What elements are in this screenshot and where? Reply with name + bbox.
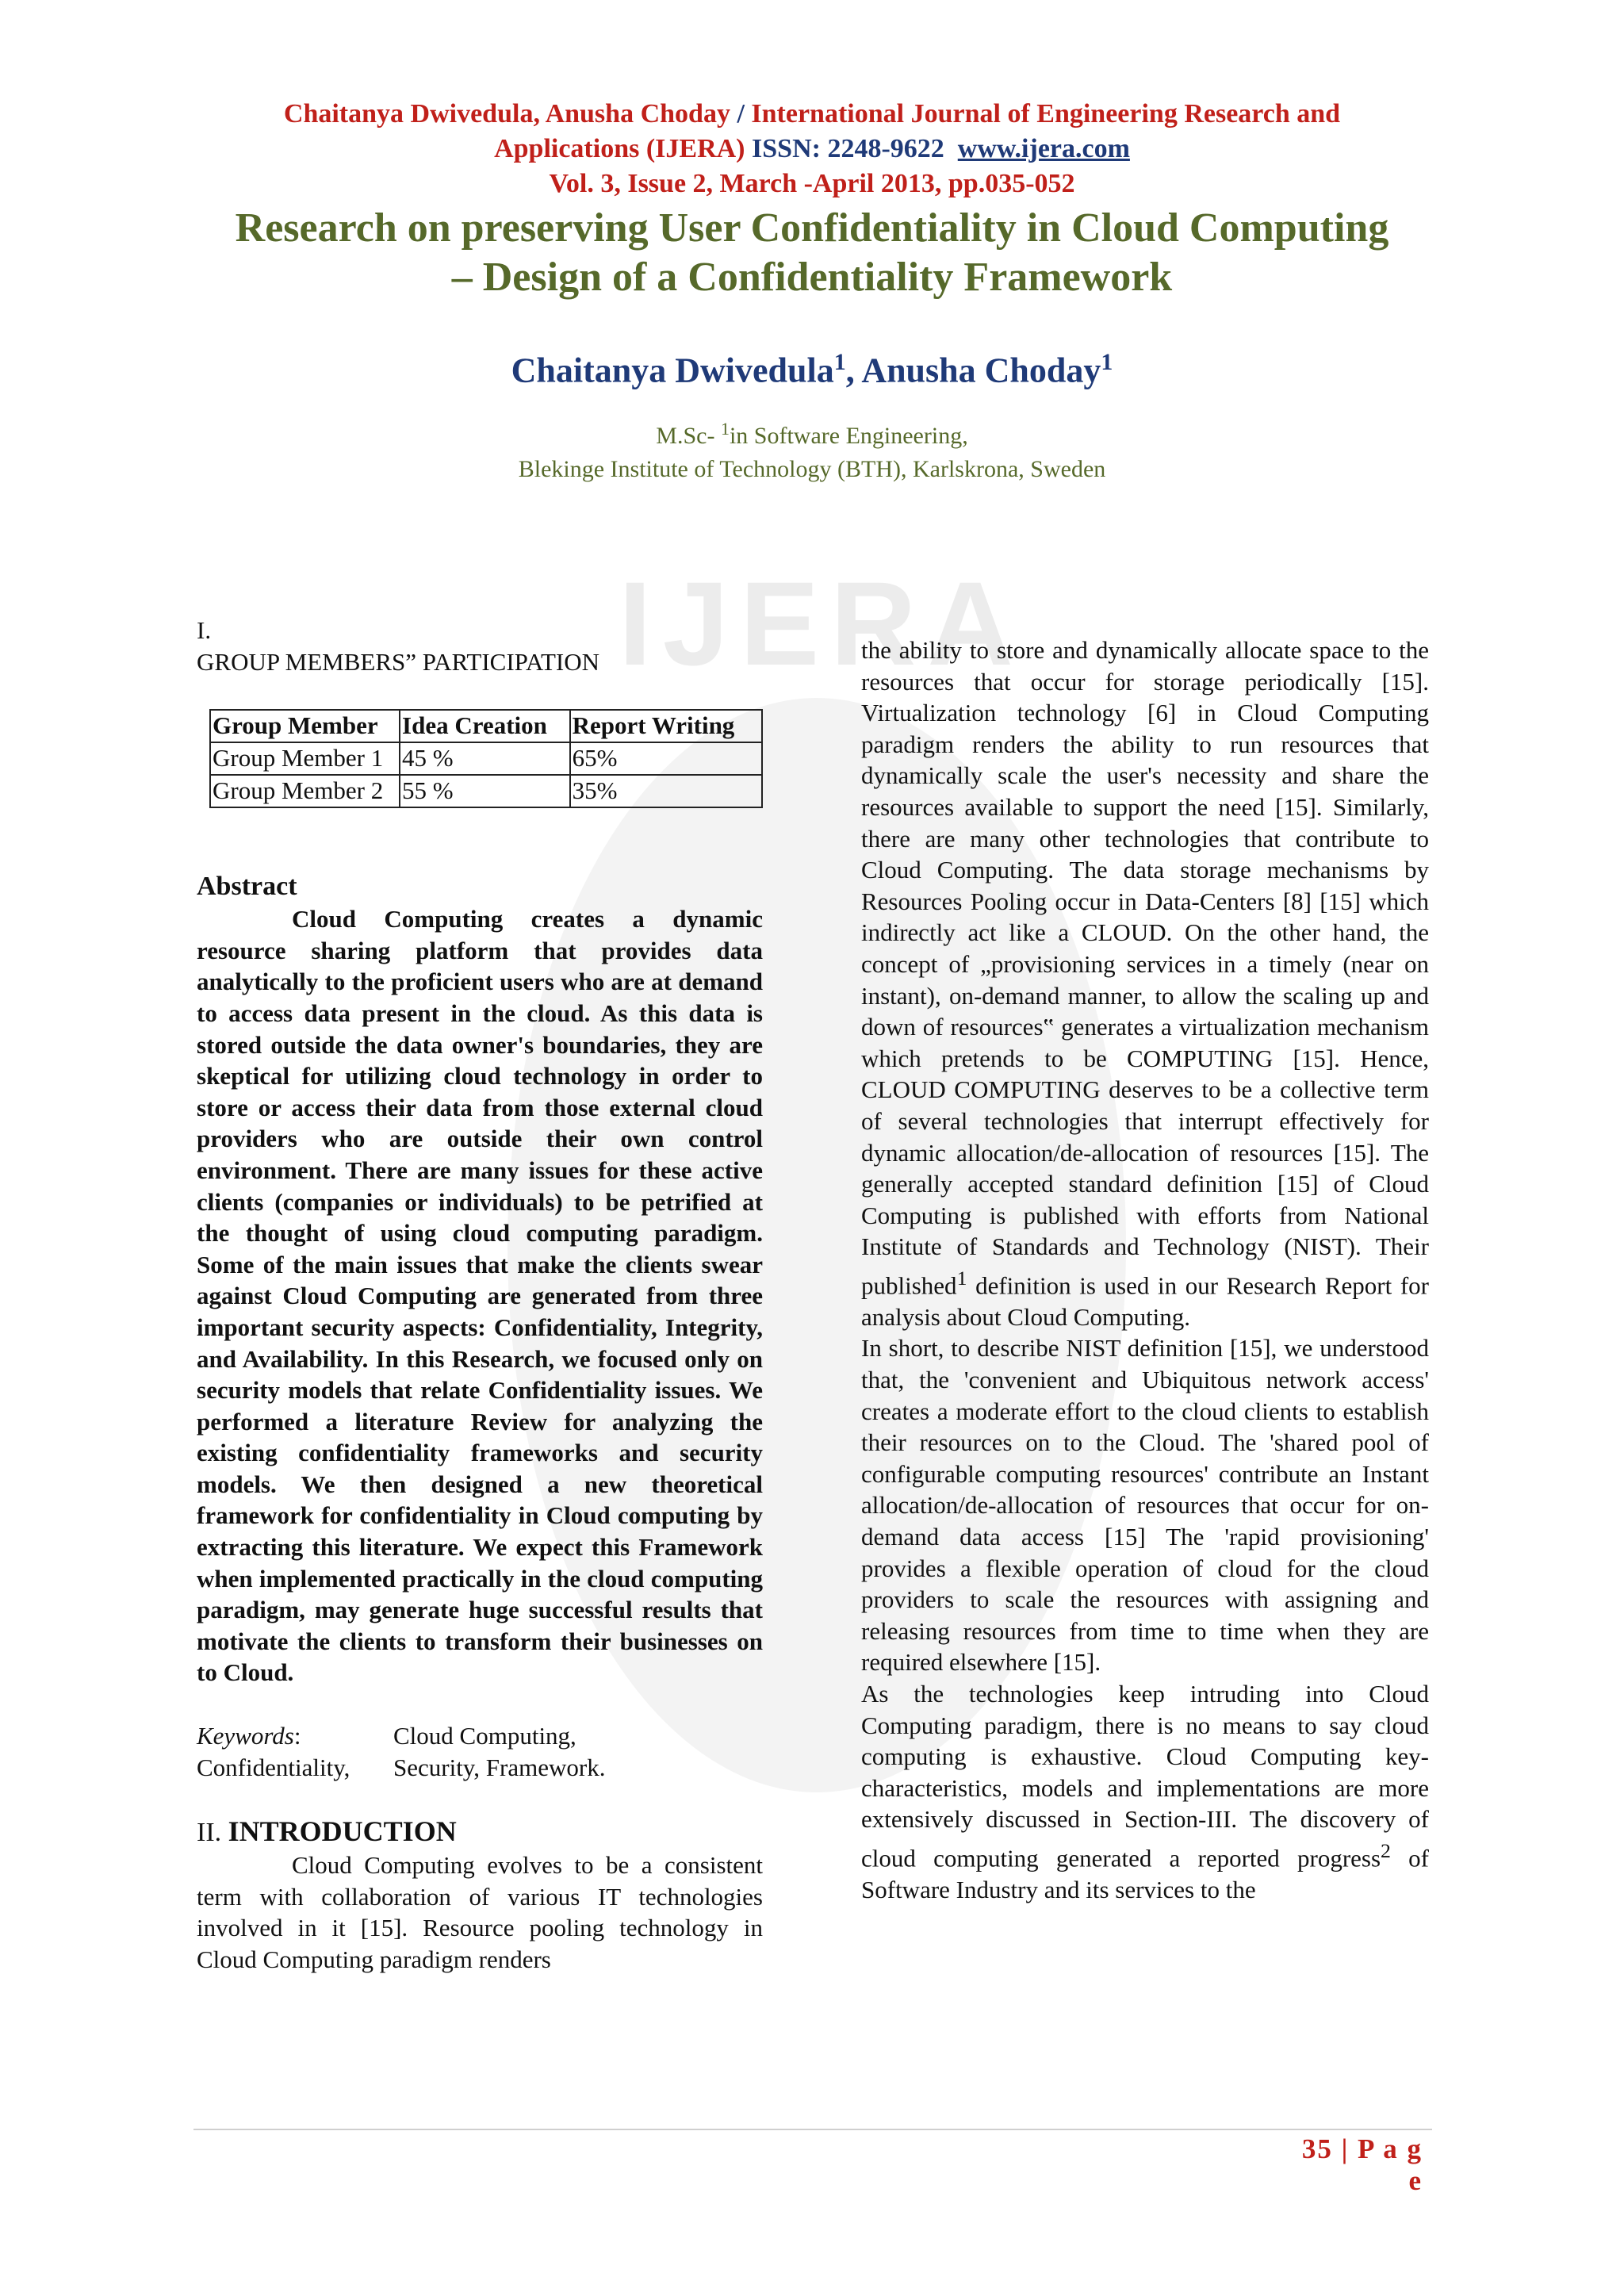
section-1-number: I.	[197, 616, 212, 644]
affiliation-mark: 1	[720, 419, 730, 439]
keywords-table	[197, 1720, 605, 1783]
running-header-line1	[0, 97, 1624, 132]
keywords-value: Security, Framework.	[393, 1753, 606, 1781]
running-header-line3: Vol. 3, Issue 2, March -April 2013, pp.035-052	[549, 169, 1075, 198]
header-journal-cont: Applications (IJERA)	[494, 134, 745, 163]
author-1: Chaitanya Dwivedula	[511, 351, 834, 390]
table-header-cell: Group Member	[210, 710, 400, 742]
table-header-cell: Report Writing	[570, 710, 762, 742]
affiliation	[0, 412, 1624, 486]
table-cell: 35%	[570, 775, 762, 807]
paragraph-3-text: As the technologies keep intruding into Cloud Computing paradigm, there is no means to say cloud computing is exhaustive. Cloud Computing key- characteristics, models and implementations are more extensively discussed in Section-III. The discovery of cloud computing generated a reported progress	[861, 1679, 1429, 1872]
keywords-block	[197, 1720, 763, 1783]
table-row	[210, 742, 762, 775]
author-separator: ,	[845, 351, 862, 390]
header-authors: Chaitanya Dwivedula, Anusha Choday	[283, 99, 730, 128]
introduction-left-text: Cloud Computing evolves to be a consistent term with collaboration of various IT technologies involved in it [15]. Resource pooling technology in Cloud Computing paradigm renders	[197, 1851, 763, 1973]
table-header-cell: Idea Creation	[400, 710, 570, 742]
header-separator: /	[730, 99, 752, 128]
introduction-paragraph-3	[861, 1678, 1429, 1905]
right-column	[861, 634, 1429, 1905]
header-url-link[interactable]: www.ijera.com	[957, 134, 1130, 163]
paragraph-1-text: the ability to store and dynamically allocate space to the resources that occur for storage periodically [15]. Virtualization technology [6] in Cloud Computing paradigm renders the ability to run resources that dynamically scale the user's necessity and share the resources available to support the need [15]. Similarly, there are many other technologies that contribute to Cloud Computing. The data storage mechanisms by Resources Pooling occur in Data-Centers [8] [15] which indirectly act like a CLOUD. On the other hand, the concept of „provisioning services in a timely (near on instant), on-demand manner, to allow the scaling up and down of resources‟ generates a virtualization mechanism which pretends to be COMPUTING [15]. Hence, CLOUD COMPUTING deserves to be a collective term of several technologies that interrupt effectively for dynamic allocation/de-allocation of resources [15]. The generally accepted standard definition [15] of Cloud Computing is published with efforts from National Institute of Standards and Technology (NIST). Their published	[861, 636, 1429, 1300]
keywords-value: Cloud Computing,	[393, 1722, 576, 1750]
author-list	[0, 349, 1624, 391]
keywords-label: Keywords	[197, 1722, 294, 1750]
abstract-text: Cloud Computing creates a dynamic resource sharing platform that provides data analytically to the proficient users who are at demand to access data present in the cloud. As this data is stored outside the data owner's boundaries, they are skeptical for utilizing cloud technology in order to store or access their data from those external cloud providers who are outside their own control environment. There are many issues for these active clients (companies or individuals) to be petrified at the thought of using cloud computing paradigm. Some of the main issues that make the clients swear against Cloud Computing are generated from three important security aspects: Confidentiality, Integrity, and Availability. In this Research, we focused only on security models that relate Confidentiality issues. We performed a literature Review for analyzing the existing confidentiality frameworks and security models. We then designed a new theoretical framework for confidentiality in Cloud computing by extracting this literature. We expect this Framework when implemented practically in the cloud computing paradigm, may generate huge successful results that motivate the clients to transform their businesses on to Cloud.	[197, 905, 763, 1687]
introduction-number: II.	[197, 1818, 222, 1848]
keywords-item: Confidentiality,	[197, 1753, 350, 1781]
table-header-row	[210, 710, 762, 742]
author-1-affil-mark: 1	[833, 349, 846, 375]
paragraph-1-text-cont: definition is used in our Research Report for analysis about Cloud Computing.	[861, 1271, 1429, 1331]
introduction-title: INTRODUCTION	[228, 1815, 457, 1848]
title-line-2: – Design of a Confidentiality Framework	[451, 255, 1173, 300]
affiliation-line-1	[0, 412, 1624, 453]
footnote-mark-1: 1	[956, 1266, 967, 1290]
paper-title	[0, 204, 1624, 302]
author-2: Anusha Choday	[861, 351, 1101, 390]
table-row	[210, 775, 762, 807]
title-line-1: Research on preserving User Confidentiality in Cloud Computing	[235, 205, 1389, 251]
paragraph-3-text-cont: of Software Industry and its services to the	[861, 1844, 1429, 1903]
table-cell: 65%	[570, 742, 762, 775]
table-cell: 55 %	[400, 775, 570, 807]
abstract-heading: Abstract	[197, 872, 297, 902]
introduction-paragraph-2: In short, to describe NIST definition [15], we understood that, the 'convenient and Ubiquitous network access' creates a moderate effort to the cloud clients to establish their resources on to the Cloud. The 'shared pool of configurable computing resources' contribute an Instant allocation/de-allocation of resources that occur for on-demand data access [15] The 'rapid provisioning' provides a flexible operation of cloud for the cloud providers to scale the resources with assigning and releasing resources from time to time when they are required elsewhere [15].	[861, 1334, 1429, 1677]
table-cell: 45 %	[400, 742, 570, 775]
affiliation-degree: M.Sc-	[656, 423, 715, 449]
header-journal: International Journal of Engineering Research and	[751, 99, 1341, 128]
table-cell: Group Member 2	[210, 775, 400, 807]
header-issn: ISSN: 2248-9622	[745, 134, 944, 163]
table-cell: Group Member 1	[210, 742, 400, 775]
introduction-heading	[197, 1815, 763, 1849]
affiliation-institute: Blekinge Institute of Technology (BTH), Karlskrona, Sweden	[518, 456, 1106, 482]
introduction-paragraph-1	[861, 634, 1429, 1332]
page-number: 35 | P a g e	[1301, 2133, 1423, 2196]
author-2-affil-mark: 1	[1101, 349, 1113, 375]
section-1-title: GROUP MEMBERS” PARTICIPATION	[197, 647, 600, 676]
footer-divider	[193, 2129, 1432, 2130]
participation-table	[209, 709, 763, 808]
keywords-colon: :	[293, 1722, 301, 1750]
left-column	[197, 615, 763, 1976]
affiliation-program: in Software Engineering,	[729, 423, 968, 449]
watermark-logo: IJERA	[619, 557, 1025, 690]
footnote-mark-2: 2	[1381, 1838, 1391, 1862]
running-header-line2	[0, 132, 1624, 167]
